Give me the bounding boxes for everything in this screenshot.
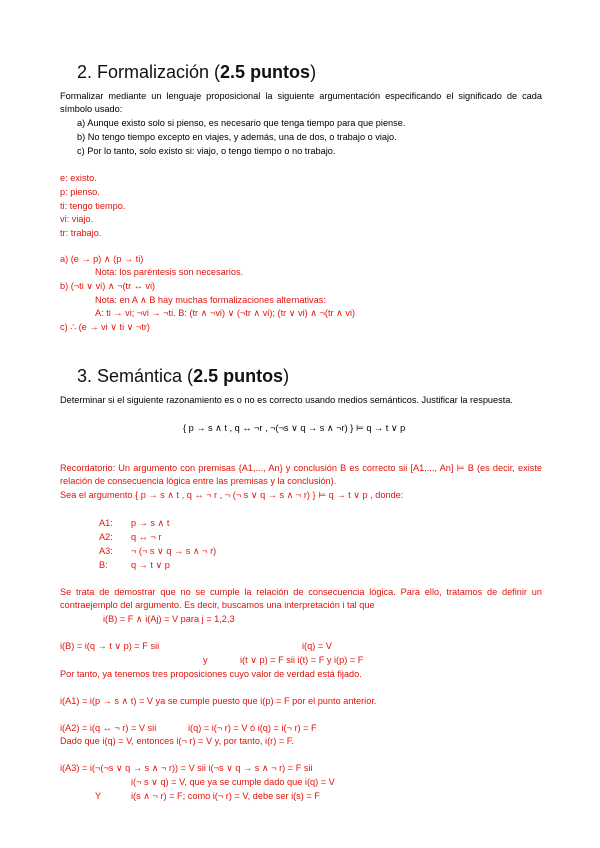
argument-formula: { p → s ∧ t , q ↔ ¬r , ¬(¬s ∨ q → s ∧ ¬r) } ⊨ q → t ∨ p <box>183 423 406 433</box>
note-b: Nota: en A ∧ B hay muchas formalizaciones alternativas: <box>95 295 326 305</box>
eval-a3-and: Y <box>95 791 102 801</box>
eval-b-and: y <box>203 655 208 665</box>
section-3-intro: Determinar si el siguiente razonamiento es o no es correcto usando medios semánticos. Justificar la respuesta. <box>60 395 513 405</box>
premise-formula: ¬ (¬ s ∨ q → s ∧ ¬ r) <box>131 546 217 556</box>
symbol-ti: ti: tengo tiempo. <box>60 201 126 211</box>
premise-label: A3: <box>99 546 113 556</box>
section-2-heading <box>77 62 316 83</box>
section-2-title-text: 2. Formalización ( <box>77 62 221 82</box>
section-3-heading <box>77 366 289 387</box>
note-a: Nota: los paréntesis son necesarios. <box>95 267 244 277</box>
counterexample-text: Se trata de demostrar que no se cumple la relación de consecuencia lógica. Para ello, tratamos de definir un contraejemplo del argumento. Es decir, buscamos una interpretación i tal que <box>60 587 542 610</box>
eval-a3-part1: i(¬ s ∨ q) = V, que ya se cumple dado que i(q) = V <box>131 777 335 787</box>
symbol-e: e: existo. <box>60 173 97 183</box>
eval-a2: i(A2) = i(q ↔ ¬ r) = V sii <box>60 723 157 733</box>
section-2-title-end: ) <box>310 62 317 82</box>
premise-label: B: <box>99 560 108 570</box>
counterexample-condition: i(B) = F ∧ i(Aj) = V para j = 1,2,3 <box>103 614 235 624</box>
section-3-title-end: ) <box>283 366 290 386</box>
exercise-item-b: b) No tengo tiempo excepto en viajes, y además, una de dos, o trabajo o viajo. <box>77 132 397 142</box>
premise-label: A1: <box>99 518 113 528</box>
reminder-text: Recordatorio: Un argumento con premisas {A1,..., An} y conclusión B es correcto sii [A1,..., An] ⊨ B (es decir, existe relación de consecuencia lógica entre las premisas y la conclusión). <box>60 463 542 486</box>
symbol-tr: tr: trabajo. <box>60 228 102 238</box>
symbol-p: p: pienso. <box>60 187 100 197</box>
eval-b-q: i(q) = V <box>302 641 332 651</box>
exercise-item-a: a) Aunque existo solo si pienso, es necesario que tenga tiempo para que piense. <box>77 118 406 128</box>
premise-label: A2: <box>99 532 113 542</box>
premise-formula: p → s ∧ t <box>131 518 170 528</box>
eval-a2-conclusion: Dado que i(q) = V, entonces i(¬ r) = V y, por tanto, i(r) = F. <box>60 736 294 746</box>
note-b-alternatives: A: ti → vi; ¬vi → ¬ti. B: (tr ∧ ¬vi) ∨ (¬tr ∧ vi); (tr ∨ vi) ∧ ¬(tr ∧ vi) <box>95 308 356 318</box>
solution-c: c) ∴ (e → vi ∨ ti ∨ ¬tr) <box>60 322 150 332</box>
section-2-title-points: 2.5 puntos <box>220 62 311 82</box>
exercise-item-c: c) Por lo tanto, solo existo si: viajo, o tengo tiempo o no trabajo. <box>77 146 336 156</box>
symbol-vi: vi: viajo. <box>60 214 94 224</box>
premise-formula: q ↔ ¬ r <box>131 532 162 542</box>
eval-a1: i(A1) = i(p → s ∧ t) = V ya se cumple puesto que i(p) = F por el punto anterior. <box>60 696 377 706</box>
solution-b: b) (¬ti ∨ vi) ∧ ¬(tr ↔ vi) <box>60 281 156 291</box>
eval-a3-part2: i(s ∧ ¬ r) = F; como i(¬ r) = V, debe ser i(s) = F <box>131 791 320 801</box>
eval-a3: i(A3) = i(¬(¬s ∨ q → s ∧ ¬ r)) = V sii i(¬s ∨ q → s ∧ ¬ r) = F sii <box>60 763 313 773</box>
section-3-title-points: 2.5 puntos <box>193 366 284 386</box>
eval-b: i(B) = i(q → t ∨ p) = F sii <box>60 641 160 651</box>
premise-formula: q → t ∨ p <box>131 560 170 570</box>
eval-b-tp: i(t ∨ p) = F sii i(t) = F y i(p) = F <box>240 655 364 665</box>
solution-a: a) (e → p) ∧ (p → ti) <box>60 254 144 264</box>
section-3-title-text: 3. Semántica ( <box>77 366 194 386</box>
section-2-intro: Formalizar mediante un lenguaje proposicional la siguiente argumentación especificando el significado de cada símbolo usado: <box>60 91 542 114</box>
fixed-values-note: Por tanto, ya tenemos tres proposiciones cuyo valor de verdad está fijado. <box>60 669 362 679</box>
eval-a2-cases: i(q) = i(¬ r) = V ó i(q) = i(¬ r) = F <box>188 723 317 733</box>
argument-definition: Sea el argumento { p → s ∧ t , q ↔ ¬ r , ¬ (¬ s ∨ q → s ∧ ¬ r) } ⊨ q → t ∨ p , donde: <box>60 490 404 500</box>
